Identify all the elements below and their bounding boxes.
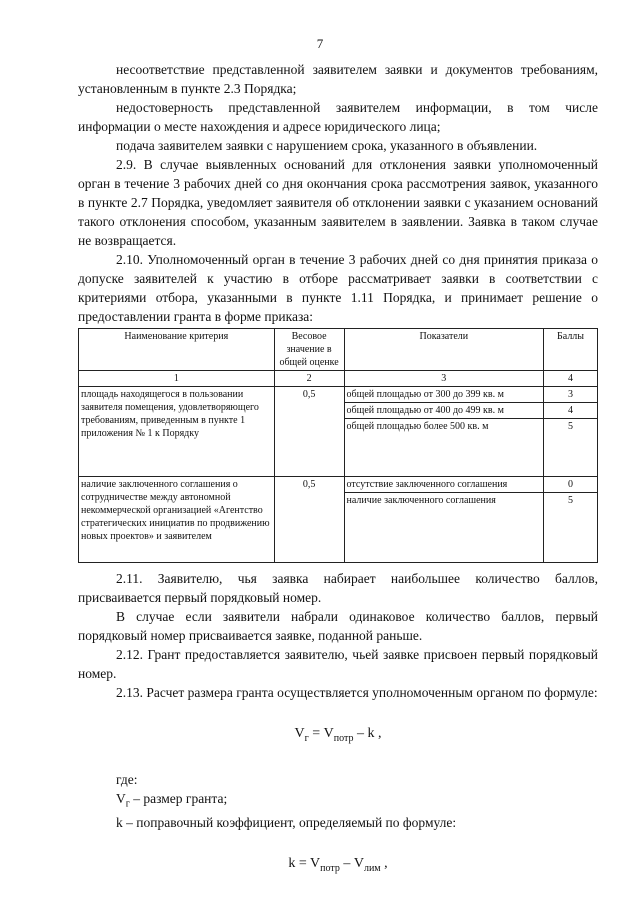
formula-grant: $V_г = V_{потр} - k$ , xyxy=(294,726,382,744)
criteria-table xyxy=(78,328,598,563)
score-cell: 3 xyxy=(544,387,598,403)
column-number: 1 xyxy=(79,371,275,387)
definition-item: $V_г$ – размер гранта; xyxy=(116,790,228,810)
weight-cell: 0,5 xyxy=(274,477,344,563)
score-cell: 5 xyxy=(544,493,598,563)
header-cell: Баллы xyxy=(544,329,598,371)
column-number-row xyxy=(79,371,598,387)
document-body xyxy=(78,60,598,900)
criterion-cell: площадь находящегося в пользовании заявителя помещения, удовлетворяющего требованиям, приведенным в пункте 1 приложения № 1 к Порядку xyxy=(79,387,275,477)
indicator-cell: наличие заключенного соглашения xyxy=(344,493,544,563)
paragraph: 2.12. Грант предоставляется заявителю, чьей заявке присвоен первый порядковый номер. xyxy=(78,647,598,681)
definition-item: k – поправочный коэффициент, определяемый по формуле: xyxy=(116,815,457,831)
weight-cell: 0,5 xyxy=(274,387,344,477)
paragraph: 2.10. Уполномоченный орган в течение 3 рабочих дней со дня принятия приказа о допуске заявителей к участию в отборе рассматривает заявки в соответствии с критериями отбора, указанными в пункте 1.11 Порядка, и принимает решение о предоставлении гранта в форме приказа: xyxy=(78,252,598,324)
paragraph: 2.9. В случае выявленных оснований для отклонения заявки уполномоченный орган в течение 3 рабочих дней со дня окончания срока рассмотрения заявок, указанного в пункте 2.7 Порядка, уведомляет заявителя об отклонении заявки с указанием оснований такого отклонения способом, указанным заявителем в заявлении. Заявка в таком случае не возвращается. xyxy=(78,157,598,248)
header-cell: Весовое значение в общей оценке xyxy=(274,329,344,371)
score-cell: 0 xyxy=(544,477,598,493)
indicator-cell: отсутствие заключенного соглашения xyxy=(344,477,544,493)
score-cell: 4 xyxy=(544,403,598,419)
header-cell: Наименование критерия xyxy=(79,329,275,371)
where-label: где: xyxy=(116,771,138,787)
paragraph: подача заявителем заявки с нарушением срока, указанного в объявлении. xyxy=(116,138,538,153)
page-number: 7 xyxy=(316,36,324,51)
paragraph: В случае если заявители набрали одинаковое количество баллов, первый порядковый номер присваивается заявке, поданной раньше. xyxy=(78,609,598,643)
table-row xyxy=(79,387,598,403)
indicator-cell: общей площадью от 300 до 399 кв. м xyxy=(344,387,544,403)
formula-coefficient: $k = V_{потр} - V_{лим}$ , xyxy=(288,856,388,875)
column-number: 4 xyxy=(544,371,598,387)
column-number: 2 xyxy=(274,371,344,387)
score-cell: 5 xyxy=(544,419,598,477)
paragraph: 2.13. Расчет размера гранта осуществляется уполномоченным органом по формуле: xyxy=(116,685,598,700)
paragraph: недостоверность представленной заявителем информации, в том числе информации о месте нахождения и адресе юридического лица; xyxy=(78,100,598,134)
indicator-cell: общей площадью более 500 кв. м xyxy=(344,419,544,477)
paragraph: несоответствие представленной заявителем заявки и документов требованиям, установленным в пункте 2.3 Порядка; xyxy=(78,62,598,96)
table-header-row xyxy=(79,329,598,371)
header-cell: Показатели xyxy=(344,329,544,371)
indicator-cell: общей площадью от 400 до 499 кв. м xyxy=(344,403,544,419)
column-number: 3 xyxy=(344,371,544,387)
paragraph: 2.11. Заявителю, чья заявка набирает наибольшее количество баллов, присваивается первый порядковый номер. xyxy=(78,571,598,605)
criterion-cell: наличие заключенного соглашения о сотрудничестве между автономной некоммерческой организацией «Агентство стратегических инициатив по продвижению новых проектов» и заявителем xyxy=(79,477,275,563)
table-row xyxy=(79,477,598,493)
